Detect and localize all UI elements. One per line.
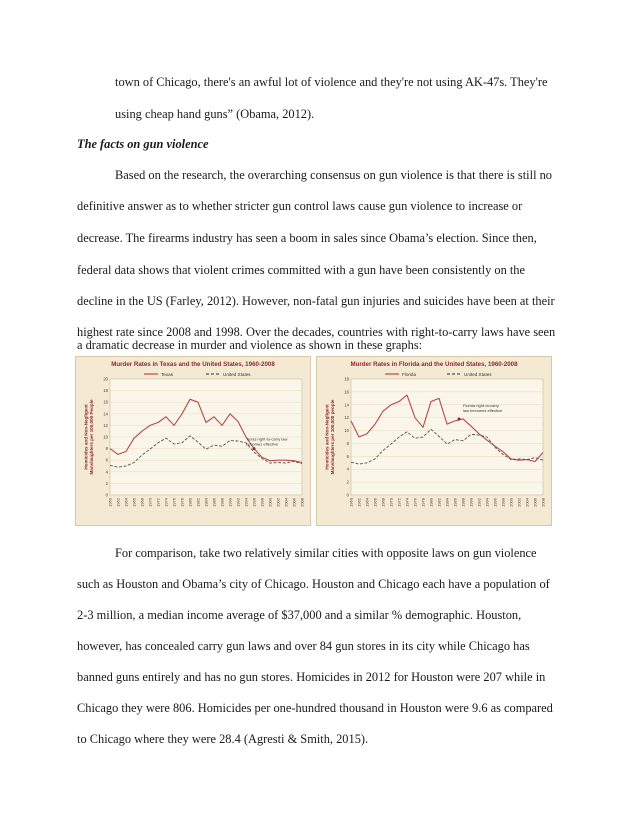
y-tick-label: 6 <box>346 453 349 459</box>
x-tick-label: 2000 <box>508 498 514 507</box>
x-tick-label: 1998 <box>500 498 506 507</box>
chart-title: Murder Rates in Texas and the United States, 1960-2008 <box>111 361 275 368</box>
section-heading: The facts on gun violence <box>77 137 209 151</box>
legend-entry <box>385 372 416 377</box>
legend-label: United States <box>464 372 492 377</box>
x-tick-label: 1968 <box>139 498 145 507</box>
chart-florida-svg <box>317 357 551 525</box>
chart-texas-svg <box>76 357 310 525</box>
x-tick-label: 1980 <box>187 498 193 507</box>
x-tick-label: 1962 <box>115 498 121 507</box>
y-axis-label-line: Manslaughters per 100,000 people <box>330 399 335 475</box>
x-tick-label: 1970 <box>388 498 394 507</box>
paragraph-line: federal data shows that violent crimes committed with a gun have been consistently on the <box>77 263 526 277</box>
paragraph-line: banned guns entirely and has no gun stores. Homicides in 2012 for Houston were 207 while in <box>77 670 546 684</box>
y-tick-label: 2 <box>346 479 349 485</box>
y-tick-label: 0 <box>105 492 108 498</box>
paragraph-line: a dramatic decrease in murder and violence as shown in these graphs: <box>77 338 423 352</box>
y-tick-label: 10 <box>344 428 349 434</box>
y-tick-label: 14 <box>344 402 349 408</box>
x-tick-label: 2006 <box>532 498 538 507</box>
y-tick-label: 6 <box>105 457 108 463</box>
x-tick-label: 2002 <box>516 498 522 507</box>
y-axis-label <box>325 399 336 474</box>
x-tick-label: 1966 <box>131 498 137 507</box>
y-tick-label: 12 <box>344 415 349 421</box>
x-tick-label: 2004 <box>283 498 289 507</box>
x-tick-label: 1978 <box>420 498 426 507</box>
x-tick-label: 1996 <box>492 498 498 507</box>
chart-florida <box>316 356 552 526</box>
y-tick-label: 18 <box>103 388 108 394</box>
paragraph-line: such as Houston and Obama’s city of Chicago. Houston and Chicago each have a population of <box>77 577 550 591</box>
x-tick-label: 1986 <box>452 498 458 507</box>
paragraph-line: decline in the US (Farley, 2012). However, non-fatal gun injuries and suicides have been at their <box>77 294 555 308</box>
x-tick-label: 1960 <box>107 498 113 507</box>
y-tick-label: 12 <box>103 422 108 428</box>
y-tick-label: 8 <box>346 440 349 446</box>
x-tick-label: 1964 <box>123 498 129 507</box>
paragraph-line: decrease. The firearms industry has seen a boom in sales since Obama’s election. Since then, <box>77 231 537 245</box>
chart-title: Murder Rates in Florida and the United States, 1960-2008 <box>350 361 518 368</box>
text-line: town of Chicago, there's an awful lot of violence and they're not using AK-47s. They're <box>115 75 548 89</box>
y-axis-label-line: Homicides and Non-Negligent <box>324 404 330 470</box>
y-tick-label: 16 <box>344 389 349 395</box>
x-tick-label: 1970 <box>147 498 153 507</box>
x-tick-label: 1968 <box>380 498 386 507</box>
legend-label: Texas <box>161 372 173 377</box>
x-tick-label: 2008 <box>299 498 305 507</box>
x-tick-label: 1998 <box>259 498 265 507</box>
y-tick-label: 20 <box>103 376 108 382</box>
paragraph-line: definitive answer as to whether stricter gun control laws cause gun violence to increase or <box>77 199 523 213</box>
x-tick-label: 1980 <box>428 498 434 507</box>
plot-area <box>351 379 543 495</box>
x-tick-label: 2002 <box>275 498 281 507</box>
x-tick-label: 1988 <box>219 498 225 507</box>
y-axis-label-line: Manslaughters per 100,000 People <box>89 399 94 475</box>
y-tick-label: 16 <box>103 399 108 405</box>
x-tick-label: 1972 <box>396 498 402 507</box>
annotation-text-line: Florida right-to-carry <box>463 402 500 408</box>
x-tick-label: 2006 <box>291 498 297 507</box>
x-tick-label: 1992 <box>235 498 241 507</box>
x-tick-label: 2000 <box>267 498 273 507</box>
y-tick-label: 14 <box>103 411 108 417</box>
y-axis-label-line: Homicides and Non-Negligent <box>83 404 89 470</box>
x-tick-label: 1976 <box>171 498 177 507</box>
paragraph-line: however, has concealed carry gun laws and over 84 gun stores in its city while Chicago has <box>77 639 530 653</box>
y-tick-label: 4 <box>346 466 349 472</box>
legend-label: Florida <box>402 372 417 377</box>
y-tick-label: 8 <box>105 446 108 452</box>
x-tick-label: 1990 <box>468 498 474 507</box>
y-tick-label: 10 <box>103 434 108 440</box>
annotation-text-line: Texas right-to-carry law <box>246 436 288 442</box>
annotation-text <box>463 403 503 413</box>
x-tick-label: 2008 <box>540 498 546 507</box>
paragraph-line: 2-3 million, a median income average of $37,000 and a similar % demographic. Houston, <box>77 608 522 622</box>
text-line: using cheap hand guns” (Obama, 2012). <box>115 107 315 121</box>
x-tick-label: 1994 <box>243 498 249 507</box>
x-tick-label: 1984 <box>203 498 209 507</box>
y-tick-label: 2 <box>105 480 108 486</box>
x-tick-label: 1984 <box>444 498 450 507</box>
y-tick-label: 18 <box>344 376 349 382</box>
x-tick-label: 1996 <box>251 498 257 507</box>
x-tick-label: 1990 <box>227 498 233 507</box>
x-tick-label: 1994 <box>484 498 490 507</box>
annotation-marker <box>458 417 461 420</box>
x-tick-label: 1960 <box>348 498 354 507</box>
x-tick-label: 1974 <box>163 498 169 507</box>
paragraph-line: highest rate since 2008 and 1998. Over the decades, countries with right-to-carry laws have seen <box>77 325 556 339</box>
x-tick-label: 1978 <box>179 498 185 507</box>
legend-entry <box>206 372 251 377</box>
annotation-text-line: law becomes effective <box>463 407 503 413</box>
paragraph-line: Chicago they were 806. Homicides per one-hundred thousand in Houston were 9.6 as compared <box>77 701 553 715</box>
x-tick-label: 1982 <box>195 498 201 507</box>
y-tick-label: 4 <box>105 469 108 475</box>
x-tick-label: 1986 <box>211 498 217 507</box>
x-tick-label: 1976 <box>412 498 418 507</box>
x-tick-label: 1988 <box>460 498 466 507</box>
legend-entry <box>144 372 174 377</box>
y-tick-label: 0 <box>346 492 349 498</box>
x-tick-label: 1962 <box>356 498 362 507</box>
y-axis-label <box>84 399 95 475</box>
annotation-marker <box>253 447 256 450</box>
paragraph-line: to Chicago where they were 28.4 (Agresti & Smith, 2015). <box>77 732 369 746</box>
x-tick-label: 1964 <box>364 498 370 507</box>
annotation-text-line: becomes effective <box>246 441 279 447</box>
x-tick-label: 1992 <box>476 498 482 507</box>
x-tick-label: 1974 <box>404 498 410 507</box>
paragraph-line: For comparison, take two relatively similar cities with opposite laws on gun violence <box>115 546 537 560</box>
x-tick-label: 1972 <box>155 498 161 507</box>
x-tick-label: 2004 <box>524 498 530 507</box>
chart-texas <box>75 356 311 526</box>
x-tick-label: 1982 <box>436 498 442 507</box>
paragraph-line: Based on the research, the overarching consensus on gun violence is that there is still no <box>115 168 552 182</box>
legend-entry <box>447 372 492 377</box>
legend-label: United States <box>223 372 251 377</box>
x-tick-label: 1966 <box>372 498 378 507</box>
